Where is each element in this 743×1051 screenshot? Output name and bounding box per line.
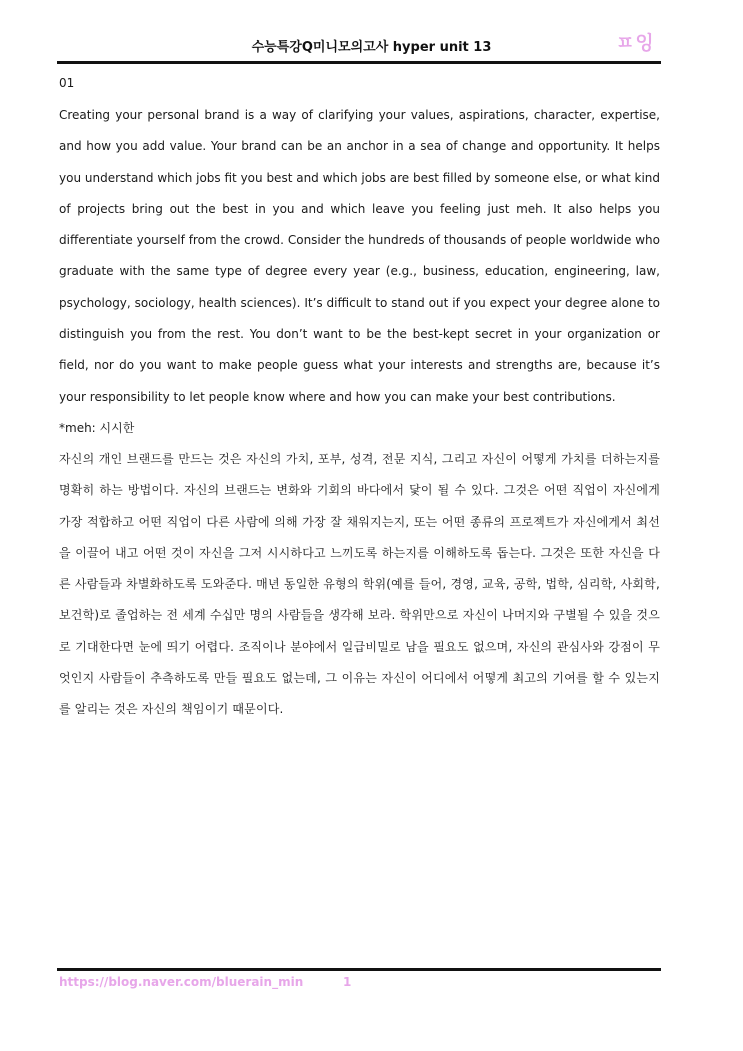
header-divider (57, 61, 661, 64)
question-block (59, 74, 660, 726)
question-number: 01 (59, 76, 75, 90)
brand-logo: ㅍ잉 (616, 32, 655, 54)
footer-url: https://blog.naver.com/bluerain_min (59, 975, 304, 989)
page-title: 수능특강Q미니모의고사 hyper unit 13 (251, 40, 492, 55)
english-passage: Creating your personal brand is a way of clarifying your values, aspirations, character, expertise, and how you add value. Your brand can be an anchor in a sea of change and opportunity. It helps you understand which jobs fit you best and which jobs are best filled by someone else, or what kind of projects bring out the best in you and which leave you feeling just meh. It also helps you differentiate yourself from the crowd. Consider the hundreds of thousands of people worldwide who graduate with the same type of degree every year (e.g., business, education, engineering, law, psychology, sociology, health sciences). It’s difficult to stand out if you expect your degree alone to distinguish you from the rest. You don’t want to be the best-kept secret in your organization or field, nor do you want to make people guess what your interests and strengths are, because it’s your responsibility to let people know where and how you can make your best contributions. (59, 108, 660, 404)
korean-translation: 자신의 개인 브랜드를 만드는 것은 자신의 가치, 포부, 성격, 전문 지식, 그리고 자신이 어떻게 가치를 더하는지를 명확히 하는 방법이다. 자신의 브랜드는 변화와 기회의 바다에서 닻이 될 수 있다. 그것은 어떤 직업이 자신에게 가장 적합하고 어떤 직업이 다른 사람에 의해 가장 잘 채워지는지, 또는 어떤 종류의 프로젝트가 자신에게서 최선을 이끌어 내고 어떤 것이 자신을 그저 시시하다고 느끼도록 하는지를 이해하도록 돕는다. 그것은 또한 자신을 다른 사람들과 차별화하도록 도와준다. 매년 동일한 유형의 학위(예를 들어, 경영, 교육, 공학, 법학, 심리학, 사회학, 보건학)로 졸업하는 전 세계 수십만 명의 사람들을 생각해 보라. 학위만으로 자신이 나머지와 구별될 수 있을 것으로 기대한다면 눈에 띄기 어렵다. 조직이나 분야에서 일급비밀로 남을 필요도 없으며, 자신의 관심사와 강점이 무엇인지 사람들이 추측하도록 만들 필요도 없는데, 그 이유는 자신이 어디에서 어떻게 최고의 기여를 할 수 있는지를 알리는 것은 자신의 책임이기 때문이다. (59, 451, 660, 717)
footer-divider (57, 968, 661, 971)
page-number: 1 (343, 975, 352, 989)
vocabulary-gloss: *meh: 시시한 (59, 420, 135, 435)
